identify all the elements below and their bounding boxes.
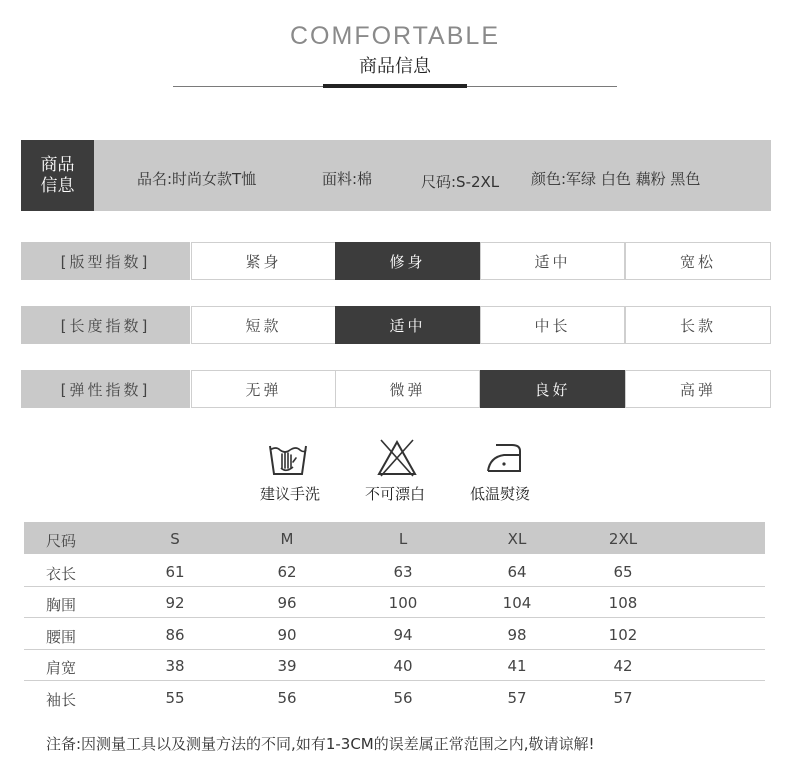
index-option: 宽松 bbox=[625, 242, 771, 280]
index-row bbox=[21, 242, 771, 280]
size-table-row-label: 肩宽 bbox=[46, 659, 77, 677]
hand-wash-icon bbox=[266, 440, 310, 484]
index-option: 紧身 bbox=[191, 242, 336, 280]
size-table-cell: 57 bbox=[613, 689, 633, 707]
header-chinese-title: 商品信息 bbox=[359, 56, 431, 77]
size-table-cell: 90 bbox=[277, 626, 297, 644]
index-option: 长款 bbox=[625, 306, 771, 344]
size-table-cell: 61 bbox=[165, 563, 185, 581]
size-table-cell: 86 bbox=[165, 626, 185, 644]
size-table-cell: 104 bbox=[502, 594, 532, 612]
product-colors: 颜色:军绿 白色 藕粉 黑色 bbox=[531, 170, 701, 188]
size-table-header-cell: L bbox=[398, 530, 408, 548]
header-divider-accent bbox=[323, 84, 467, 88]
size-table-cell: 38 bbox=[165, 657, 185, 675]
size-table-cell: 96 bbox=[277, 594, 297, 612]
index-option: 短款 bbox=[191, 306, 336, 344]
size-table-cell: 57 bbox=[507, 689, 527, 707]
index-option: 高弹 bbox=[625, 370, 771, 408]
size-table-row-label: 衣长 bbox=[46, 565, 77, 583]
index-option: 适中 bbox=[480, 242, 625, 280]
size-table-cell: 55 bbox=[165, 689, 185, 707]
product-size-range: 尺码:S-2XL bbox=[421, 173, 500, 191]
size-table-header-cell: S bbox=[170, 530, 180, 548]
hand-wash-label: 建议手洗 bbox=[259, 485, 320, 503]
product-info-tag-line2: 信息 bbox=[40, 175, 75, 196]
size-table-cell: 100 bbox=[388, 594, 418, 612]
product-name: 品名:时尚女款T恤 bbox=[137, 170, 257, 188]
size-table-cell: 94 bbox=[393, 626, 413, 644]
header-english-title: COMFORTABLE bbox=[290, 22, 500, 50]
size-table-header-cell: 尺码 bbox=[46, 532, 77, 550]
index-row-label: [弹性指数] bbox=[21, 370, 190, 408]
size-table-cell: 40 bbox=[393, 657, 413, 675]
size-table-cell: 98 bbox=[507, 626, 527, 644]
product-info-tag-line1: 商品 bbox=[40, 154, 75, 175]
index-option: 中长 bbox=[480, 306, 625, 344]
size-table-cell: 102 bbox=[608, 626, 638, 644]
size-table-header-cell: XL bbox=[507, 530, 527, 548]
index-row bbox=[21, 306, 771, 344]
size-table-header-cell: M bbox=[280, 530, 294, 548]
product-fabric: 面料:棉 bbox=[322, 170, 373, 188]
size-table-cell: 42 bbox=[613, 657, 633, 675]
size-table-row-label: 腰围 bbox=[46, 628, 77, 646]
low-temp-iron-icon bbox=[482, 441, 526, 485]
index-row-label: [长度指数] bbox=[21, 306, 190, 344]
table-row-divider bbox=[24, 586, 765, 587]
size-table-cell: 64 bbox=[507, 563, 527, 581]
no-bleach-icon bbox=[375, 438, 419, 482]
size-table-cell: 63 bbox=[393, 563, 413, 581]
size-table-cell: 41 bbox=[507, 657, 527, 675]
table-row-divider bbox=[24, 649, 765, 650]
index-option-selected: 适中 bbox=[335, 306, 480, 344]
size-table-cell: 92 bbox=[165, 594, 185, 612]
product-info-tag bbox=[21, 140, 94, 211]
size-table-header-cell: 2XL bbox=[608, 530, 638, 548]
index-row-label: [版型指数] bbox=[21, 242, 190, 280]
table-row-divider bbox=[24, 617, 765, 618]
size-table-cell: 56 bbox=[393, 689, 413, 707]
no-bleach-label: 不可漂白 bbox=[364, 485, 425, 503]
index-option: 无弹 bbox=[191, 370, 336, 408]
index-option-selected: 良好 bbox=[480, 370, 625, 408]
size-table-cell: 65 bbox=[613, 563, 633, 581]
size-table-cell: 108 bbox=[608, 594, 638, 612]
index-option: 微弹 bbox=[335, 370, 480, 408]
size-table-row-label: 袖长 bbox=[46, 691, 77, 709]
low-temp-iron-label: 低温熨烫 bbox=[469, 485, 530, 503]
measurement-note: 注备:因测量工具以及测量方法的不同,如有1-3CM的误差属正常范围之内,敬请谅解! bbox=[46, 735, 595, 753]
size-table-cell: 62 bbox=[277, 563, 297, 581]
index-row bbox=[21, 370, 771, 408]
size-table-row-label: 胸围 bbox=[46, 596, 77, 614]
index-option-selected: 修身 bbox=[335, 242, 480, 280]
table-row-divider bbox=[24, 680, 765, 681]
size-table-cell: 56 bbox=[277, 689, 297, 707]
size-table-cell: 39 bbox=[277, 657, 297, 675]
